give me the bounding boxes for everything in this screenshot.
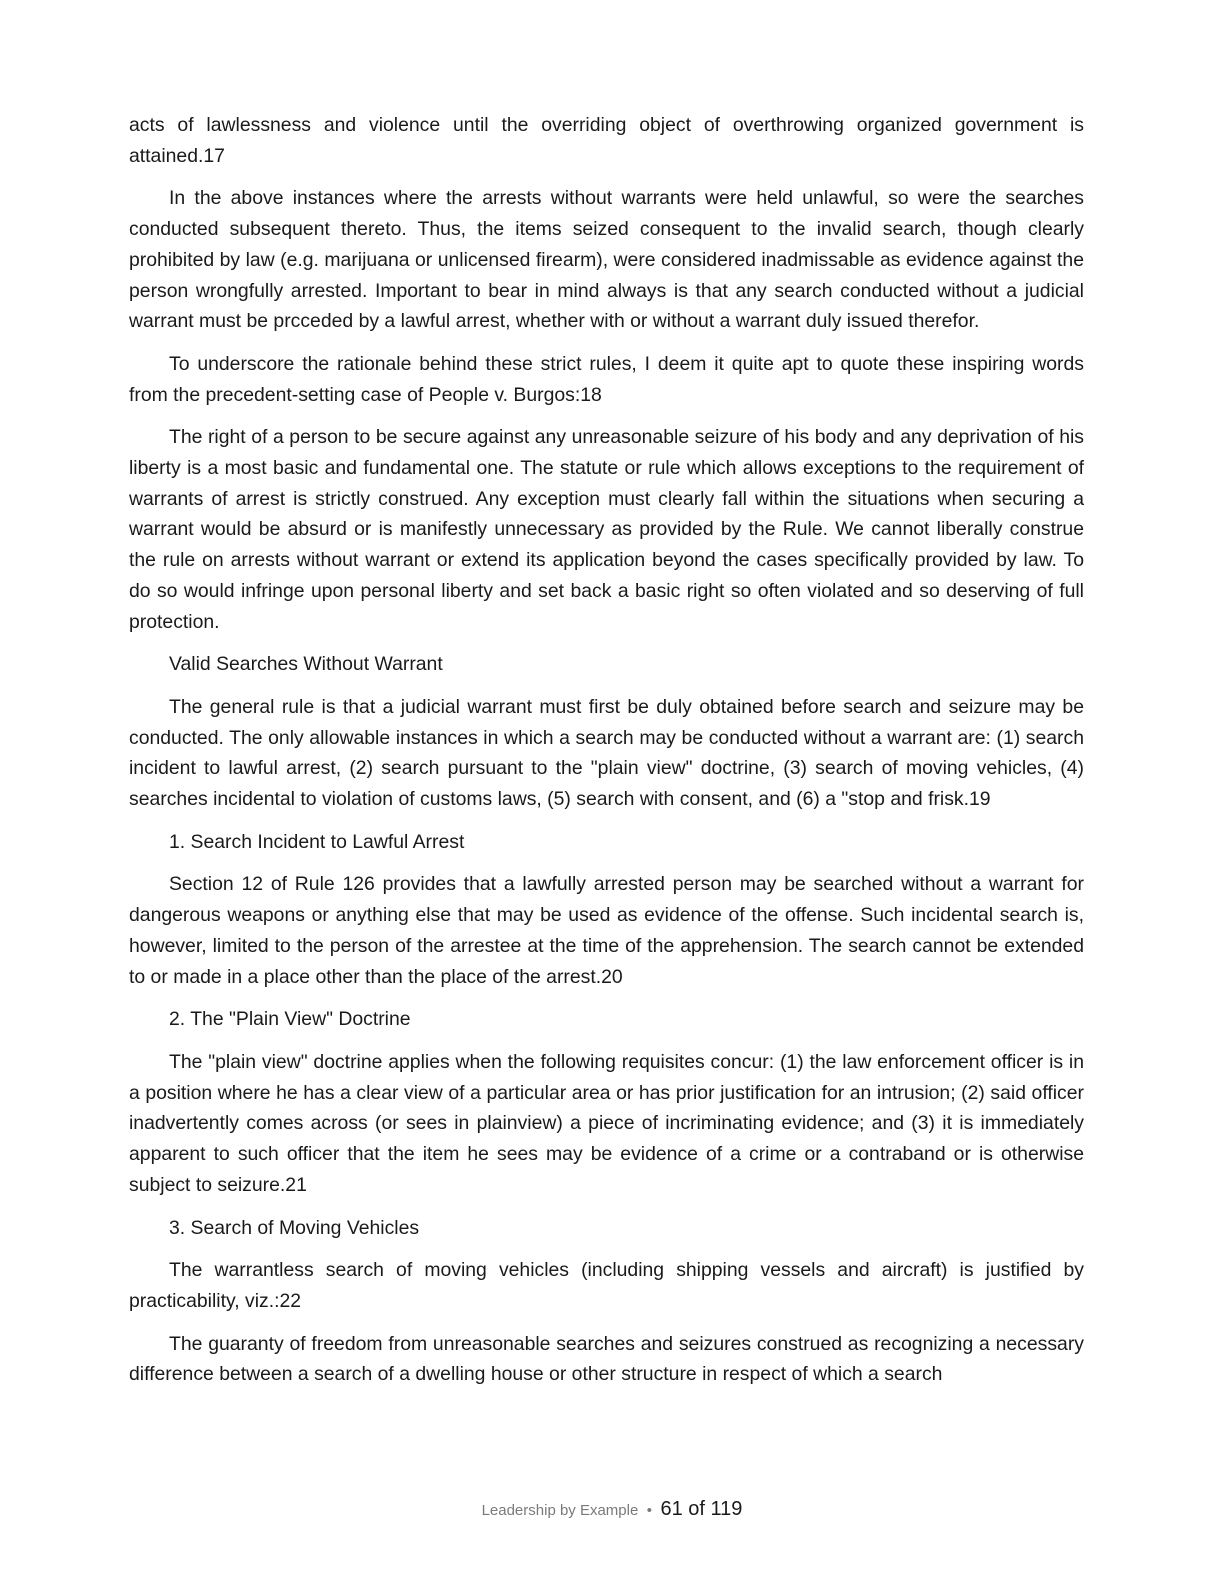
page-number: 61 of 119 (660, 1498, 743, 1520)
paragraph-burgos-quote: The right of a person to be secure against any unreasonable seizure of his body and any deprivation of his liberty is a most basic and fundamental one. The statute or rule which allows exceptions to the requirement of warrants of arrest is strictly construed. Any exception must clearly fall within the situations when securing a warrant would be absurd or is manifestly unnecessary as provided by the Rule. We cannot liberally construe the rule on arrests without warrant or extend its application beyond the cases specifically provided by law. To do so would infringe upon personal liberty and set back a basic right so often violated and so deserving of full protection. (129, 426, 1084, 633)
heading-valid-searches: Valid Searches Without Warrant (169, 653, 443, 676)
paragraph-guaranty: The guaranty of freedom from unreasonable searches and seizures construed as recognizing a necessary difference between a search of a dwelling house or other structure in respect of which a search (129, 1332, 1084, 1386)
footer-title: Leadership by Example (481, 1502, 639, 1519)
page-body (129, 110, 1084, 1402)
page-footer (0, 1498, 1224, 1521)
heading-search-incident: 1. Search Incident to Lawful Arrest (169, 830, 465, 853)
footer-bullet: • (646, 1502, 653, 1519)
paragraph-arrest-searches: In the above instances where the arrests without warrants were held unlawful, so were the searches conducted subsequent thereto. Thus, the items seized consequent to the invalid search, though clearly prohibited by law (e.g. marijuana or unlicensed firearm), were considered inadmissable as evidence against the person wrongfully arrested. Important to bear in mind always is that any search conducted without a judicial warrant must be prcceded by a lawful arrest, whether with or without a warrant duly issued therefor. (129, 187, 1084, 333)
paragraph-rationale: To underscore the rationale behind these strict rules, I deem it quite apt to quote these inspiring words from the precedent-setting case of People v. Burgos:18 (129, 352, 1084, 406)
heading-plain-view: 2. The "Plain View" Doctrine (169, 1008, 411, 1031)
paragraph-section-12: Section 12 of Rule 126 provides that a lawfully arrested person may be searched without a warrant for dangerous weapons or anything else that may be used as evidence of the offense. Such incidental search is, however, limited to the person of the arrestee at the time of the apprehension. The search cannot be extended to or made in a place other than the place of the arrest.20 (129, 873, 1084, 988)
paragraph-moving-vehicles: The warrantless search of moving vehicles (including shipping vessels and aircraft) is justified by practicability, viz.:22 (129, 1259, 1084, 1312)
heading-moving-vehicles: 3. Search of Moving Vehicles (169, 1216, 420, 1239)
paragraph-general-rule: The general rule is that a judicial warrant must first be duly obtained before search and seizure may be conducted. The only allowable instances in which a search may be conducted without a warrant are: (1) search incident to lawful arrest, (2) search pursuant to the "plain view" doctrine, (3) search of moving vehicles, (4) searches incidental to violation of customs laws, (5) search with consent, and (6) a "stop and frisk.19 (129, 695, 1084, 811)
paragraph-continuation: acts of lawlessness and violence until the overriding object of overthrowing organized government is attained.17 (129, 114, 1084, 167)
paragraph-plain-view: The "plain view" doctrine applies when the following requisites concur: (1) the law enforcement officer is in a position where he has a clear view of a particular area or has prior justification for an intrusion; (2) said officer inadvertently comes across (or sees in plainview) a piece of incriminating evidence; and (3) it is immediately apparent to such officer that the item he sees may be evidence of a crime or a contraband or is otherwise subject to seizure.21 (129, 1050, 1084, 1196)
